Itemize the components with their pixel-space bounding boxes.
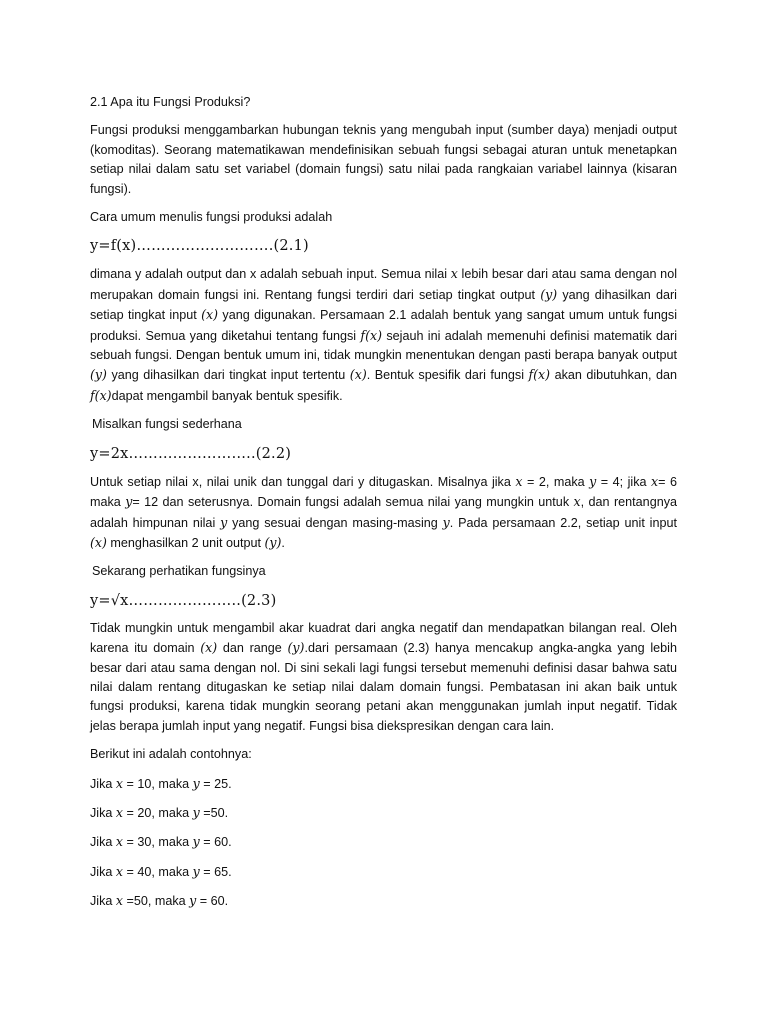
- text-run: dapat mengambil banyak bentuk spesifik.: [111, 388, 343, 403]
- text-run: = 30, maka: [123, 835, 193, 850]
- text-run: = 10, maka: [123, 776, 193, 791]
- math-x: (x): [90, 534, 107, 550]
- paragraph-consider-function: Sekarang perhatikan fungsinya: [92, 564, 266, 579]
- math-y: (y): [264, 534, 282, 550]
- text-run: = 6 maka: [90, 474, 678, 510]
- text-run: = 4; jika: [596, 474, 652, 489]
- text-run: Untuk setiap nilai x, nilai unik dan tunggal dari y ditugaskan. Misalnya jika: [90, 474, 516, 489]
- paragraph-examples-intro: Berikut ini adalah contohnya:: [90, 747, 252, 762]
- math-fx: f(x): [360, 327, 382, 343]
- math-x: x: [515, 473, 523, 489]
- example-line: [90, 891, 677, 911]
- text-run: Jika: [90, 835, 116, 850]
- paragraph-general-form: Cara umum menulis fungsi produksi adalah: [90, 210, 333, 225]
- text-run: Jika: [90, 776, 116, 791]
- math-x: x: [450, 266, 458, 282]
- document-page: [90, 93, 677, 921]
- math-x: x: [115, 863, 124, 879]
- equation-2-2: y=2x……………………..(2.2): [90, 445, 292, 462]
- paragraph-domain-range: [90, 264, 677, 406]
- text-run: = 25.: [199, 776, 232, 791]
- math-x: (x): [201, 307, 219, 323]
- math-fx: f(x): [90, 387, 112, 403]
- math-y: (y): [287, 640, 305, 656]
- text-run: yang sesuai dengan masing-masing: [227, 515, 443, 530]
- text-run: = 12 dan seterusnya. Domain fungsi adalah semua nilai yang mungkin untuk: [132, 495, 574, 510]
- paragraph-square-root: [90, 619, 677, 736]
- text-run: =50.: [199, 805, 229, 820]
- math-y: y: [125, 494, 133, 510]
- math-y: y: [192, 863, 200, 879]
- math-y: y: [189, 893, 197, 909]
- text-run: . Bentuk spesifik dari fungsi: [366, 368, 529, 383]
- equation-2-1: y=f(x)……………………….(2.1): [90, 238, 309, 255]
- math-x: x: [115, 804, 124, 820]
- math-y: (y): [540, 286, 558, 302]
- text-run: Jika: [90, 864, 116, 879]
- text-run: = 2, maka: [522, 474, 590, 489]
- text-run: =50, maka: [123, 894, 190, 909]
- text-run: .: [281, 535, 285, 550]
- section-heading: 2.1 Apa itu Fungsi Produksi?: [90, 95, 251, 109]
- math-y: (y): [90, 367, 107, 383]
- math-y: y: [589, 473, 597, 489]
- example-line: [90, 862, 677, 882]
- paragraph-intro: Fungsi produksi menggambarkan hubungan teknis yang mengubah input (sumber daya) menjadi output (komoditas). Seorang matematikawan mendefinisikan sebuah fungsi sebagai aturan untuk menetapkan setiap nilai dalam satu set variabel (domain fungsi) satu nilai pada rangkaian variabel lainnya (kisaran fungsi).: [90, 123, 677, 196]
- text-run: akan dibutuhkan, dan: [550, 368, 677, 383]
- text-run: dan range: [217, 641, 288, 656]
- text-run: . Pada persamaan 2.2, setiap unit input: [449, 515, 677, 530]
- text-run: sejauh ini adalah memenuhi definisi matematik dari sebuah fungsi. Dengan bentuk umum ini, tidak mungkin menentukan dengan pasti berapa banyak output: [90, 328, 678, 363]
- text-run: yang dihasilkan dari tingkat input tertentu: [106, 368, 350, 383]
- math-y: y: [220, 514, 228, 530]
- text-run: yang dihasilkan dari setiap tingkat input: [90, 287, 677, 323]
- math-x: x: [115, 834, 124, 850]
- text-run: = 60.: [196, 894, 229, 909]
- math-x: x: [115, 893, 124, 909]
- math-x: (x): [349, 367, 367, 383]
- math-x: (x): [200, 640, 218, 656]
- text-run: menghasilkan 2 unit output: [106, 535, 265, 550]
- equation-2-3: y=√x…………………..(2.3): [90, 592, 277, 609]
- example-line: [90, 803, 677, 823]
- math-x: x: [573, 494, 581, 510]
- text-run: = 40, maka: [123, 864, 193, 879]
- paragraph-example-values: [90, 472, 677, 554]
- text-run: = 60.: [199, 835, 232, 850]
- text-run: , dan rentangnya adalah himpunan nilai: [90, 495, 677, 530]
- math-fx: f(x): [528, 367, 551, 383]
- example-line: [90, 774, 677, 794]
- math-y: y: [442, 514, 450, 530]
- math-y: y: [192, 834, 200, 850]
- text-run: Jika: [90, 894, 116, 909]
- paragraph-simple-function: Misalkan fungsi sederhana: [92, 417, 242, 432]
- text-run: Tidak mungkin untuk mengambil akar kuadrat dari angka negatif dan mendapatkan bilangan real. Oleh karena itu domain: [90, 620, 677, 656]
- text-run: lebih besar dari atau sama dengan nol merupakan domain fungsi ini. Rentang fungsi terdiri dari setiap tingkat output: [90, 267, 677, 302]
- math-y: y: [192, 775, 200, 791]
- text-run: yang digunakan. Persamaan 2.1 adalah bentuk yang sangat umum untuk fungsi produksi. Semua yang diketahui tentang fungsi: [90, 308, 677, 343]
- math-y: y: [192, 804, 200, 820]
- text-run: = 20, maka: [123, 805, 193, 820]
- text-run: = 65.: [199, 864, 232, 879]
- text-run: dimana y adalah output dan x adalah sebuah input. Semua nilai: [90, 267, 451, 282]
- math-x: x: [651, 473, 659, 489]
- text-run: .dari persamaan (2.3) hanya mencakup angka-angka yang lebih besar dari atau sama dengan nol. Di sini sekali lagi fungsi tersebut memenuhi definisi dasar bahwa satu nilai dalam rentang ditugaskan ke setiap nilai dalam domain fungsi. Pembatasan ini akan baik untuk fungsi produksi, karena tidak mungkin seorang petani akan menggunakan jumlah input negatif. Tidak jelas berapa jumlah input yang negatif. Fungsi bisa diekspresikan dengan cara lain.: [90, 641, 677, 733]
- math-x: x: [115, 775, 124, 791]
- example-line: [90, 832, 677, 852]
- text-run: Jika: [90, 805, 116, 820]
